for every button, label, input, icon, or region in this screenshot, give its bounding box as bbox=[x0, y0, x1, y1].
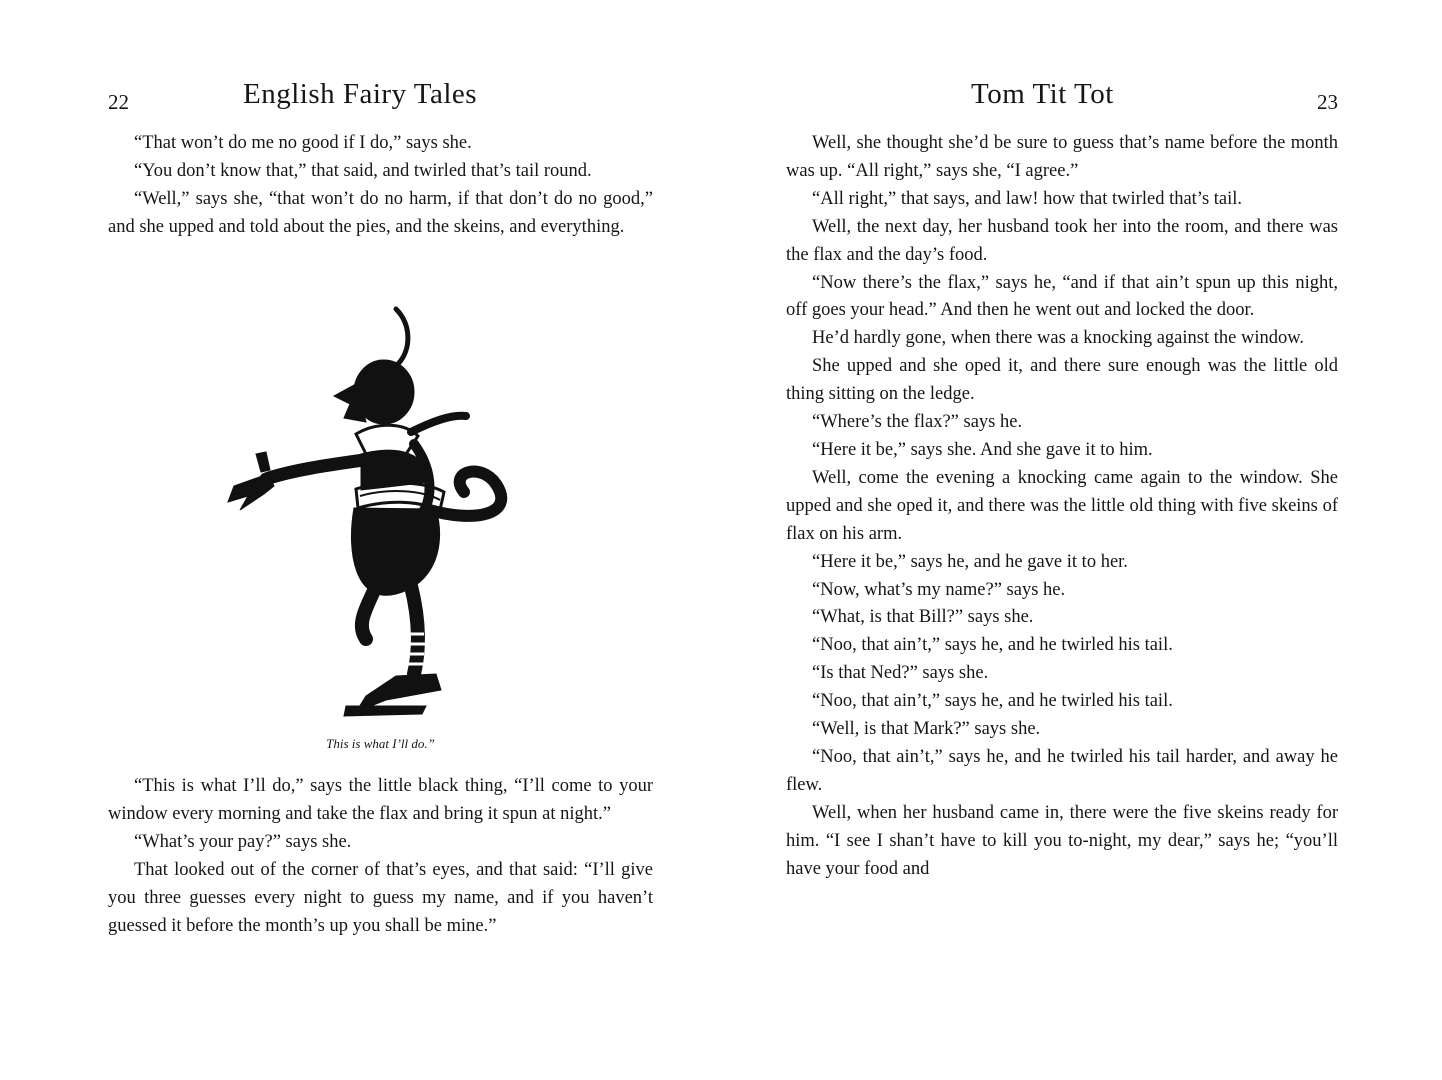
paragraph: “Where’s the flax?” says he. bbox=[812, 412, 1023, 433]
paragraph: “You don’t know that,” that said, and twirled that’s tail round. bbox=[134, 160, 592, 181]
paragraph: Well, when her husband came in, there were the five skeins ready for him. “I see I shan’t have to kill you to-night, my dear,” says he; “you’ll have your food and bbox=[786, 802, 1338, 879]
paragraph: “That won’t do me no good if I do,” says she. bbox=[134, 133, 472, 153]
running-title: Tom Tit Tot bbox=[971, 78, 1114, 110]
paragraph: Well, come the evening a knocking came again to the window. She upped and she oped it, and there was the little old thing with five skeins of flax on his arm. bbox=[786, 467, 1338, 544]
paragraph: “This is what I’ll do,” says the little black thing, “I’ll come to your window every morning and take the flax and bring it spun at night.” bbox=[108, 776, 653, 824]
paragraph: “Noo, that ain’t,” says he, and he twirled his tail. bbox=[812, 691, 1173, 712]
paragraph: Well, she thought she’d be sure to guess that’s name before the month was up. “All right,” says she, “I agree.” bbox=[786, 133, 1338, 181]
running-title: English Fairy Tales bbox=[243, 78, 478, 110]
paragraph: “Now there’s the flax,” says he, “and if that ain’t spun up this night, off goes your head.” And then he went out and locked the door. bbox=[786, 272, 1338, 321]
paragraph: “What’s your pay?” says she. bbox=[134, 831, 352, 852]
paragraph: “All right,” that says, and law! how that twirled that’s tail. bbox=[812, 188, 1243, 209]
paragraph: “Noo, that ain’t,” says he, and he twirled his tail. bbox=[812, 635, 1173, 656]
paragraph: Well, the next day, her husband took her into the room, and there was the flax and the day’s food. bbox=[786, 216, 1338, 265]
paragraph: “Is that Ned?” says she. bbox=[812, 663, 989, 684]
paragraph: That looked out of the corner of that’s eyes, and that said: “I’ll give you three guesses every night to guess my name, and if you haven’t guessed it before the month’s up you shall be mine.” bbox=[108, 859, 653, 936]
right-page-header bbox=[786, 78, 1338, 122]
left-page-header bbox=[108, 78, 653, 122]
left-text-top bbox=[108, 130, 653, 242]
paragraph: She upped and she oped it, and there sure enough was the little old thing sitting on the ledge. bbox=[786, 356, 1338, 405]
paragraph: “Here it be,” says he, and he gave it to her. bbox=[812, 551, 1128, 572]
illustration-caption: This is what I’ll do.” bbox=[326, 736, 435, 751]
imp-illustration bbox=[226, 304, 526, 724]
paragraph: “Now, what’s my name?” says he. bbox=[812, 579, 1066, 600]
page-number: 23 bbox=[1317, 90, 1338, 114]
page-number: 22 bbox=[108, 90, 129, 114]
right-text bbox=[786, 130, 1338, 883]
left-text-bottom bbox=[108, 773, 653, 940]
paragraph: “Noo, that ain’t,” says he, and he twirled his tail harder, and away he flew. bbox=[786, 746, 1338, 795]
paragraph: He’d hardly gone, when there was a knocking against the window. bbox=[812, 328, 1304, 349]
paragraph: “What, is that Bill?” says she. bbox=[812, 607, 1034, 628]
paragraph: “Here it be,” says she. And she gave it to him. bbox=[812, 439, 1153, 460]
paragraph: “Well, is that Mark?” says she. bbox=[812, 719, 1041, 740]
left-page bbox=[108, 0, 653, 1080]
paragraph: “Well,” says she, “that won’t do no harm, if that don’t do no good,” and she upped and told about the pies, and the skeins, and everything. bbox=[108, 188, 653, 237]
right-page bbox=[786, 0, 1338, 1080]
